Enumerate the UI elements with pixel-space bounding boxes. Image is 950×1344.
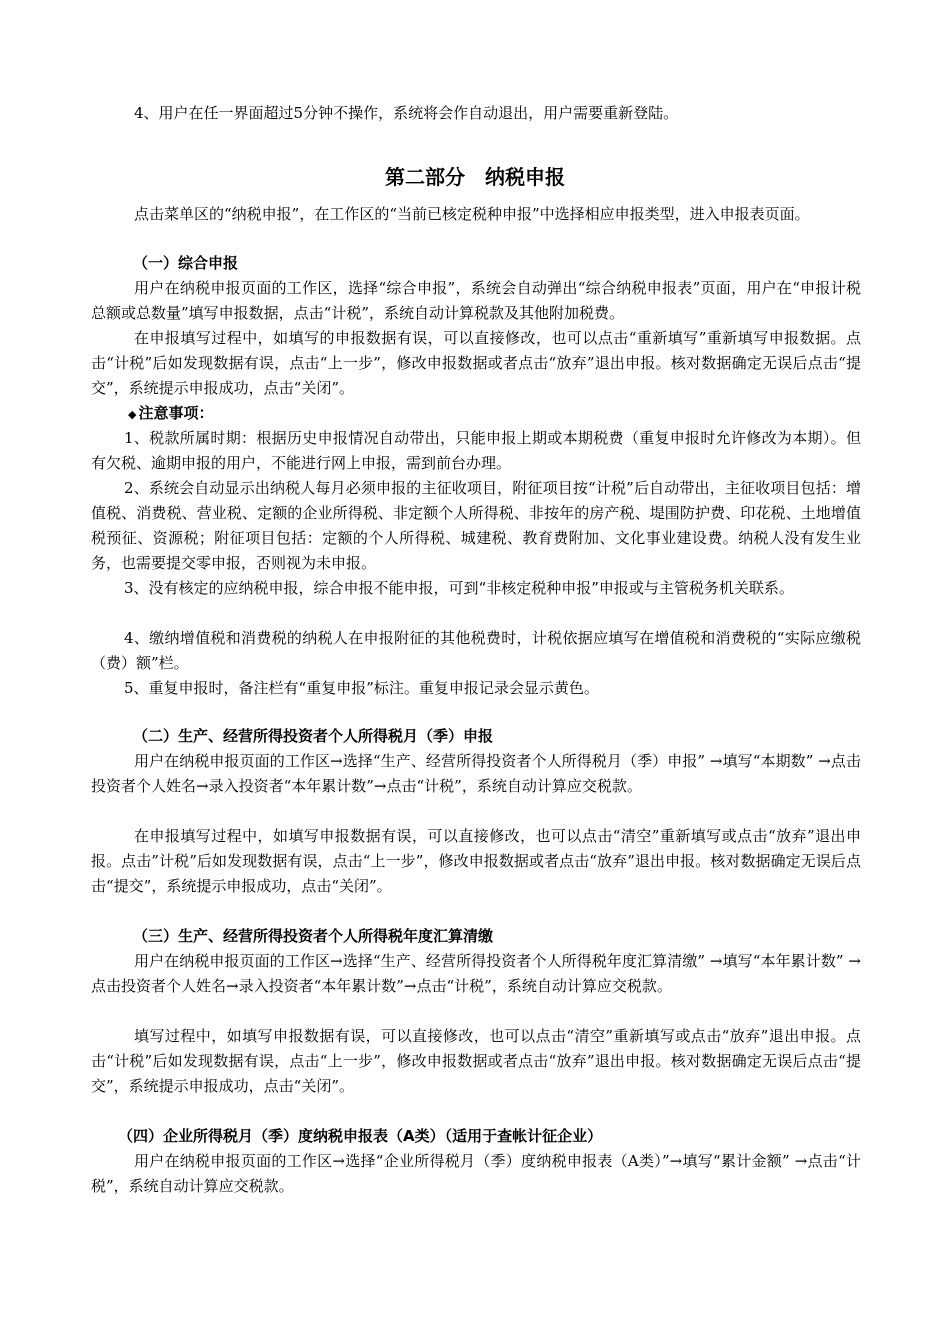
section-3-paragraph-1: 用户在纳税申报页面的工作区→选择“生产、经营所得投资者个人所得税年度汇算清缴” →填写“本年累计数” →点击投资者个人姓名→录入投资者“本年累计数”→点击“计税”，系统自动计算应交税款。: [91, 952, 861, 995]
section-2-heading: （二）生产、经营所得投资者个人所得税月（季）申报: [133, 727, 494, 745]
notes-heading: [128, 401, 213, 427]
intro-note-4: 4、用户在任一界面超过5分钟不操作，系统将会作自动退出，用户需要重新登陆。: [134, 104, 679, 122]
section-4-heading: （四）企业所得税月（季）度纳税申报表（A类）（适用于查帐计征企业）: [118, 1127, 603, 1145]
part-title: 第二部分 纳税申报: [385, 165, 565, 189]
note-item: 4、缴纳增值税和消费税的纳税人在申报附征的其他税费时，计税依据应填写在增值税和消费税的“实际应缴税（费）额”栏。: [91, 629, 861, 672]
section-3-heading: （三）生产、经营所得投资者个人所得税年度汇算清缴: [133, 927, 494, 945]
note-item: 1、税款所属时期：根据历史申报情况自动带出，只能申报上期或本期税费（重复申报时允许修改为本期）。但有欠税、逾期申报的用户，不能进行网上申报，需到前台办理。: [91, 429, 861, 472]
section-1-paragraph-1: 用户在纳税申报页面的工作区，选择“综合申报”，系统会自动弹出“综合纳税申报表”页面，用户在“申报计税总额或总数量”填写申报数据，点击“计税”，系统自动计算税款及其他附加税费。: [91, 279, 861, 322]
note-item: 3、没有核定的应纳税申报，综合申报不能申报，可到“非核定税种申报”申报或与主管税务机关联系。: [124, 579, 794, 597]
section-1-paragraph-2: 在申报填写过程中，如填写的申报数据有误，可以直接修改，也可以点击“重新填写”重新填写申报数据。点击“计税”后如发现数据有误，点击“上一步”，修改申报数据或者点击“放弃”退出申报。核对数据确定无误后点击“提交”，系统提示申报成功，点击“关闭”。: [91, 329, 861, 397]
section-3-paragraph-2: 填写过程中，如填写申报数据有误，可以直接修改，也可以点击“清空”重新填写或点击“放弃”退出申报。点击“计税”后如发现数据有误，点击“上一步”，修改申报数据或者点击“放弃”退出申报。核对数据确定无误后点击“提交”，系统提示申报成功，点击“关闭”。: [91, 1027, 861, 1095]
notes-heading-label: 注意事项：: [138, 404, 214, 422]
note-item: 2、系统会自动显示出纳税人每月必须申报的主征收项目，附征项目按“计税”后自动带出，主征收项目包括：增值税、消费税、营业税、定额的企业所得税、非定额个人所得税、非按年的房产税、堤围防护费、印花税、土地增值税预征、资源税；附征项目包括：定额的个人所得税、城建税、教育费附加、文化事业建设费。纳税人没有发生业务，也需要提交零申报，否则视为未申报。: [91, 479, 861, 572]
section-1-heading: （一）综合申报: [133, 254, 239, 272]
section-4-paragraph-1: 用户在纳税申报页面的工作区→选择“企业所得税月（季）度纳税申报表（A类）”→填写“累计金额” →点击“计税”，系统自动计算应交税款。: [91, 1152, 861, 1195]
section-2-paragraph-2: 在申报填写过程中，如填写申报数据有误，可以直接修改，也可以点击“清空”重新填写或点击“放弃”退出申报。点击”计税”后如发现数据有误，点击“上一步”，修改申报数据或者点击“放弃”退出申报。核对数据确定无误后点击“提交”，系统提示申报成功，点击“关闭”。: [91, 827, 861, 895]
note-item: 5、重复申报时，备注栏有“重复申报”标注。重复申报记录会显示黄色。: [124, 679, 599, 697]
diamond-bullet-icon: ◆: [128, 408, 137, 421]
part-intro: 点击菜单区的“纳税申报”，在工作区的“当前已核定税种申报”中选择相应申报类型，进入申报表页面。: [134, 205, 810, 223]
section-2-paragraph-1: 用户在纳税申报页面的工作区→选择“生产、经营所得投资者个人所得税月（季）申报” →填写“本期数” →点击投资者个人姓名→录入投资者“本年累计数”→点击“计税”，系统自动计算应交税款。: [91, 752, 861, 795]
